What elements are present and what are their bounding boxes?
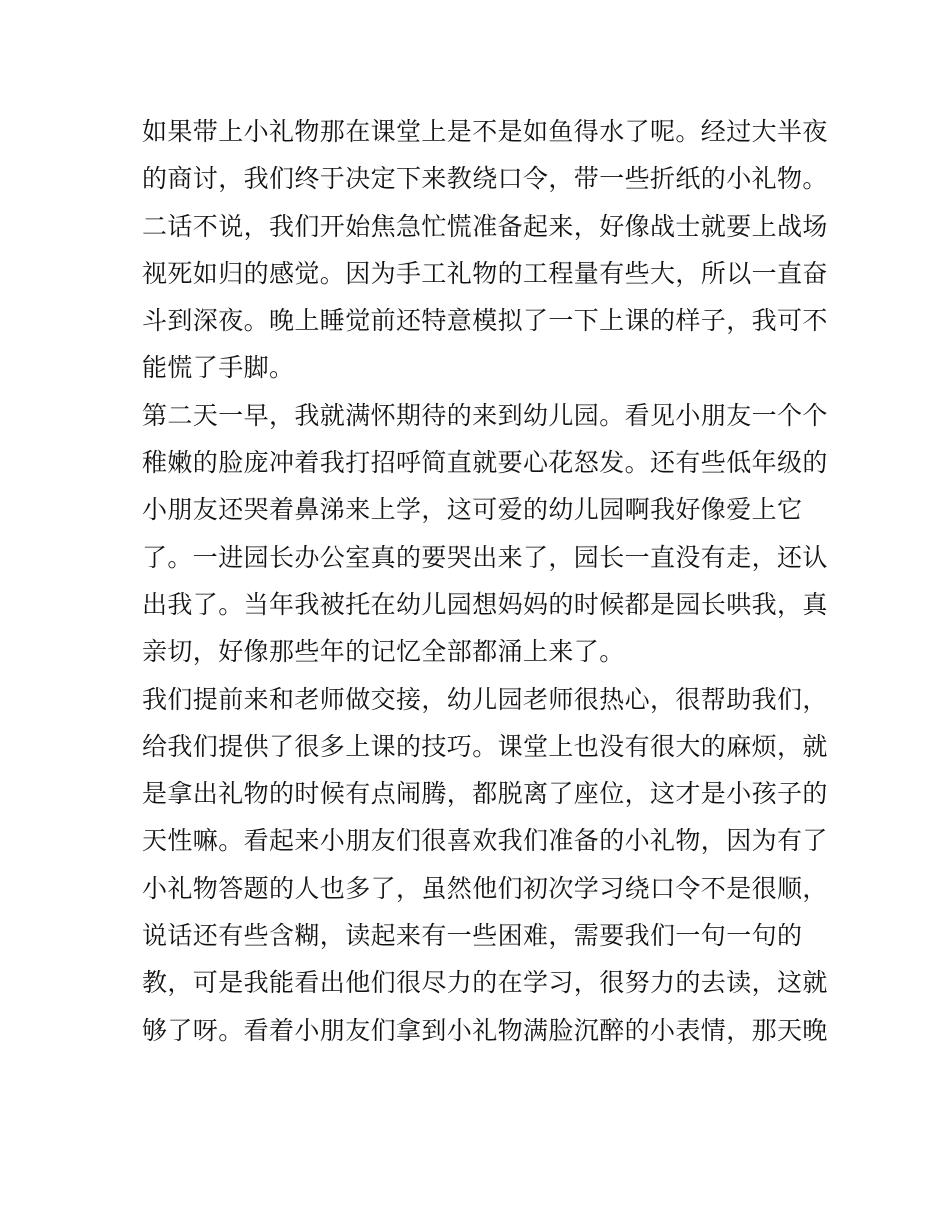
text-line: 第二天一早，我就满怀期待的来到幼儿园。看见小朋友一个个 xyxy=(142,400,828,430)
text-line: 能慌了手脚。 xyxy=(142,353,295,383)
text-line: 教，可是我能看出他们很尽力的在学习，很努力的去读，这就 xyxy=(142,968,828,998)
text-line: 稚嫩的脸庞冲着我打招呼简直就要心花怒发。还有些低年级的 xyxy=(142,448,828,478)
text-line: 是拿出礼物的时候有点闹腾，都脱离了座位，这才是小孩子的 xyxy=(142,779,828,809)
body-text xyxy=(142,108,828,1054)
text-line: 出我了。当年我被托在幼儿园想妈妈的时候都是园长哄我，真 xyxy=(142,589,828,619)
text-line: 够了呀。看着小朋友们拿到小礼物满脸沉醉的小表情，那天晚 xyxy=(142,1015,828,1045)
text-line: 了。一进园长办公室真的要哭出来了，园长一直没有走，还认 xyxy=(142,542,828,572)
text-line: 天性嘛。看起来小朋友们很喜欢我们准备的小礼物，因为有了 xyxy=(142,826,828,856)
text-line: 视死如归的感觉。因为手工礼物的工程量有些大，所以一直奋 xyxy=(142,258,828,288)
text-line: 的商讨，我们终于决定下来教绕口令，带一些折纸的小礼物。 xyxy=(142,164,828,194)
text-line: 给我们提供了很多上课的技巧。课堂上也没有很大的麻烦，就 xyxy=(142,731,828,761)
text-line: 斗到深夜。晚上睡觉前还特意模拟了一下上课的样子，我可不 xyxy=(142,306,828,336)
text-line: 说话还有些含糊，读起来有一些困难，需要我们一句一句的 xyxy=(142,921,803,951)
text-line: 我们提前来和老师做交接，幼儿园老师很热心，很帮助我们， xyxy=(142,684,828,714)
text-line: 小礼物答题的人也多了，虽然他们初次学习绕口令不是很顺， xyxy=(142,873,828,903)
text-line: 小朋友还哭着鼻涕来上学，这可爱的幼儿园啊我好像爱上它 xyxy=(142,495,803,525)
text-line: 二话不说，我们开始焦急忙慌准备起来，好像战士就要上战场 xyxy=(142,211,828,241)
text-line: 亲切，好像那些年的记忆全部都涌上来了。 xyxy=(142,637,625,667)
text-line: 如果带上小礼物那在课堂上是不是如鱼得水了呢。经过大半夜 xyxy=(142,117,828,146)
